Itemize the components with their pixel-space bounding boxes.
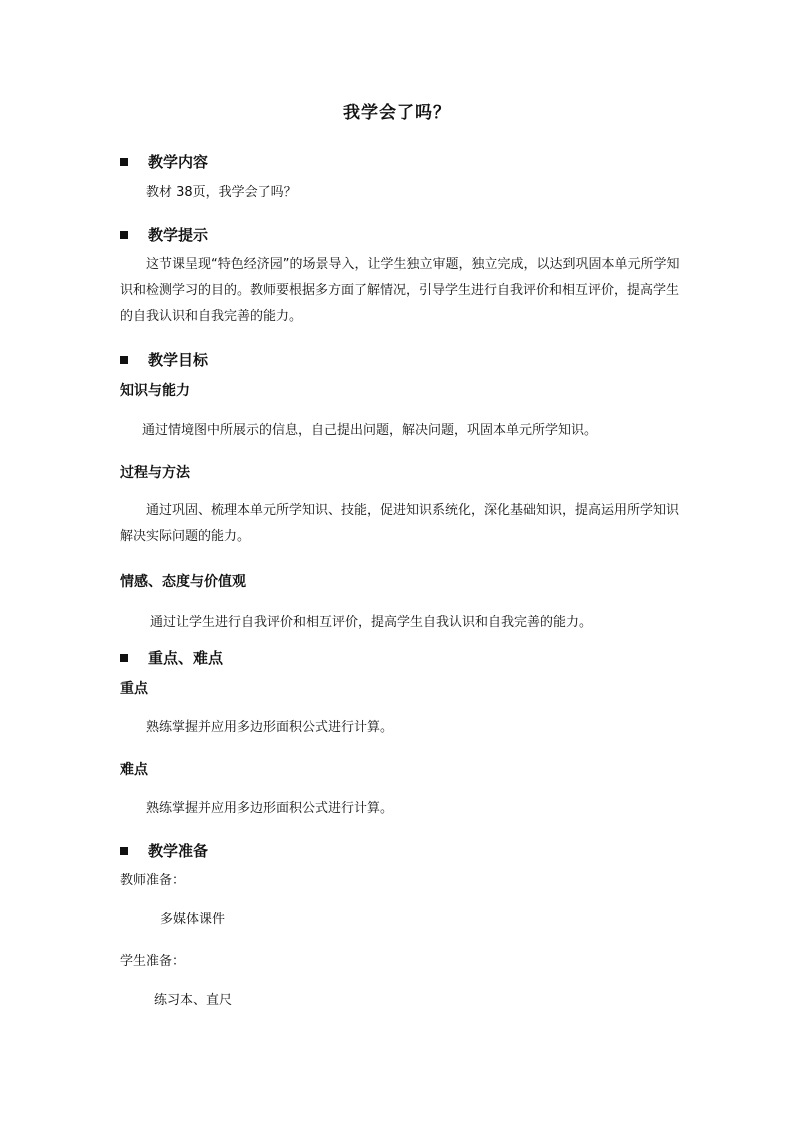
section-heading-content	[120, 151, 208, 172]
section-heading-label: 重点、难点	[148, 649, 224, 667]
square-bullet-icon	[120, 231, 128, 239]
section-heading-label: 教学内容	[148, 153, 209, 171]
section-heading-label: 教学提示	[148, 226, 209, 244]
student-prep-text: 练习本、直尺	[154, 993, 233, 1008]
square-bullet-icon	[120, 356, 128, 364]
knowledge-label: 知识与能力	[120, 383, 190, 399]
knowledge-text: 通过情境图中所展示的信息，自己提出问题，解决问题，巩固本单元所学知识。	[142, 423, 598, 438]
emotion-label: 情感、态度与价值观	[120, 574, 246, 590]
section-heading-keypoints	[120, 647, 223, 668]
page-title: 我学会了吗？	[343, 103, 451, 123]
tips-paragraph: 这节课呈现“特色经济园”的场景导入，让学生独立审题，独立完成，以达到巩固本单元所学知识和检测学习的目的。教师要根据多方面了解情况，引导学生进行自我评价和相互评价，提高学生的自我认识和自我完善的能力。	[120, 257, 680, 324]
section-heading-prep	[120, 840, 208, 861]
process-label: 过程与方法	[120, 465, 190, 481]
content-text: 教材 38页，我学会了吗？	[146, 185, 297, 200]
emotion-text: 通过让学生进行自我评价和相互评价，提高学生自我认识和自我完善的能力。	[150, 615, 593, 630]
teacher-prep-label: 教师准备：	[120, 873, 186, 888]
section-heading-label: 教学准备	[148, 842, 209, 860]
section-heading-label: 教学目标	[148, 351, 209, 369]
square-bullet-icon	[120, 847, 128, 855]
student-prep-label: 学生准备：	[120, 954, 186, 969]
section-heading-tips	[120, 224, 208, 245]
hard-label: 难点	[120, 762, 148, 778]
process-paragraph: 通过巩固、梳理本单元所学知识、技能，促进知识系统化，深化基础知识，提高运用所学知识解决实际问题的能力。	[120, 503, 680, 544]
key-label: 重点	[120, 681, 148, 697]
square-bullet-icon	[120, 158, 128, 166]
hard-text: 熟练掌握并应用多边形面积公式进行计算。	[146, 801, 394, 816]
square-bullet-icon	[120, 654, 128, 662]
section-heading-goals	[120, 349, 208, 370]
key-text: 熟练掌握并应用多边形面积公式进行计算。	[146, 720, 394, 735]
teacher-prep-text: 多媒体课件	[160, 912, 226, 927]
